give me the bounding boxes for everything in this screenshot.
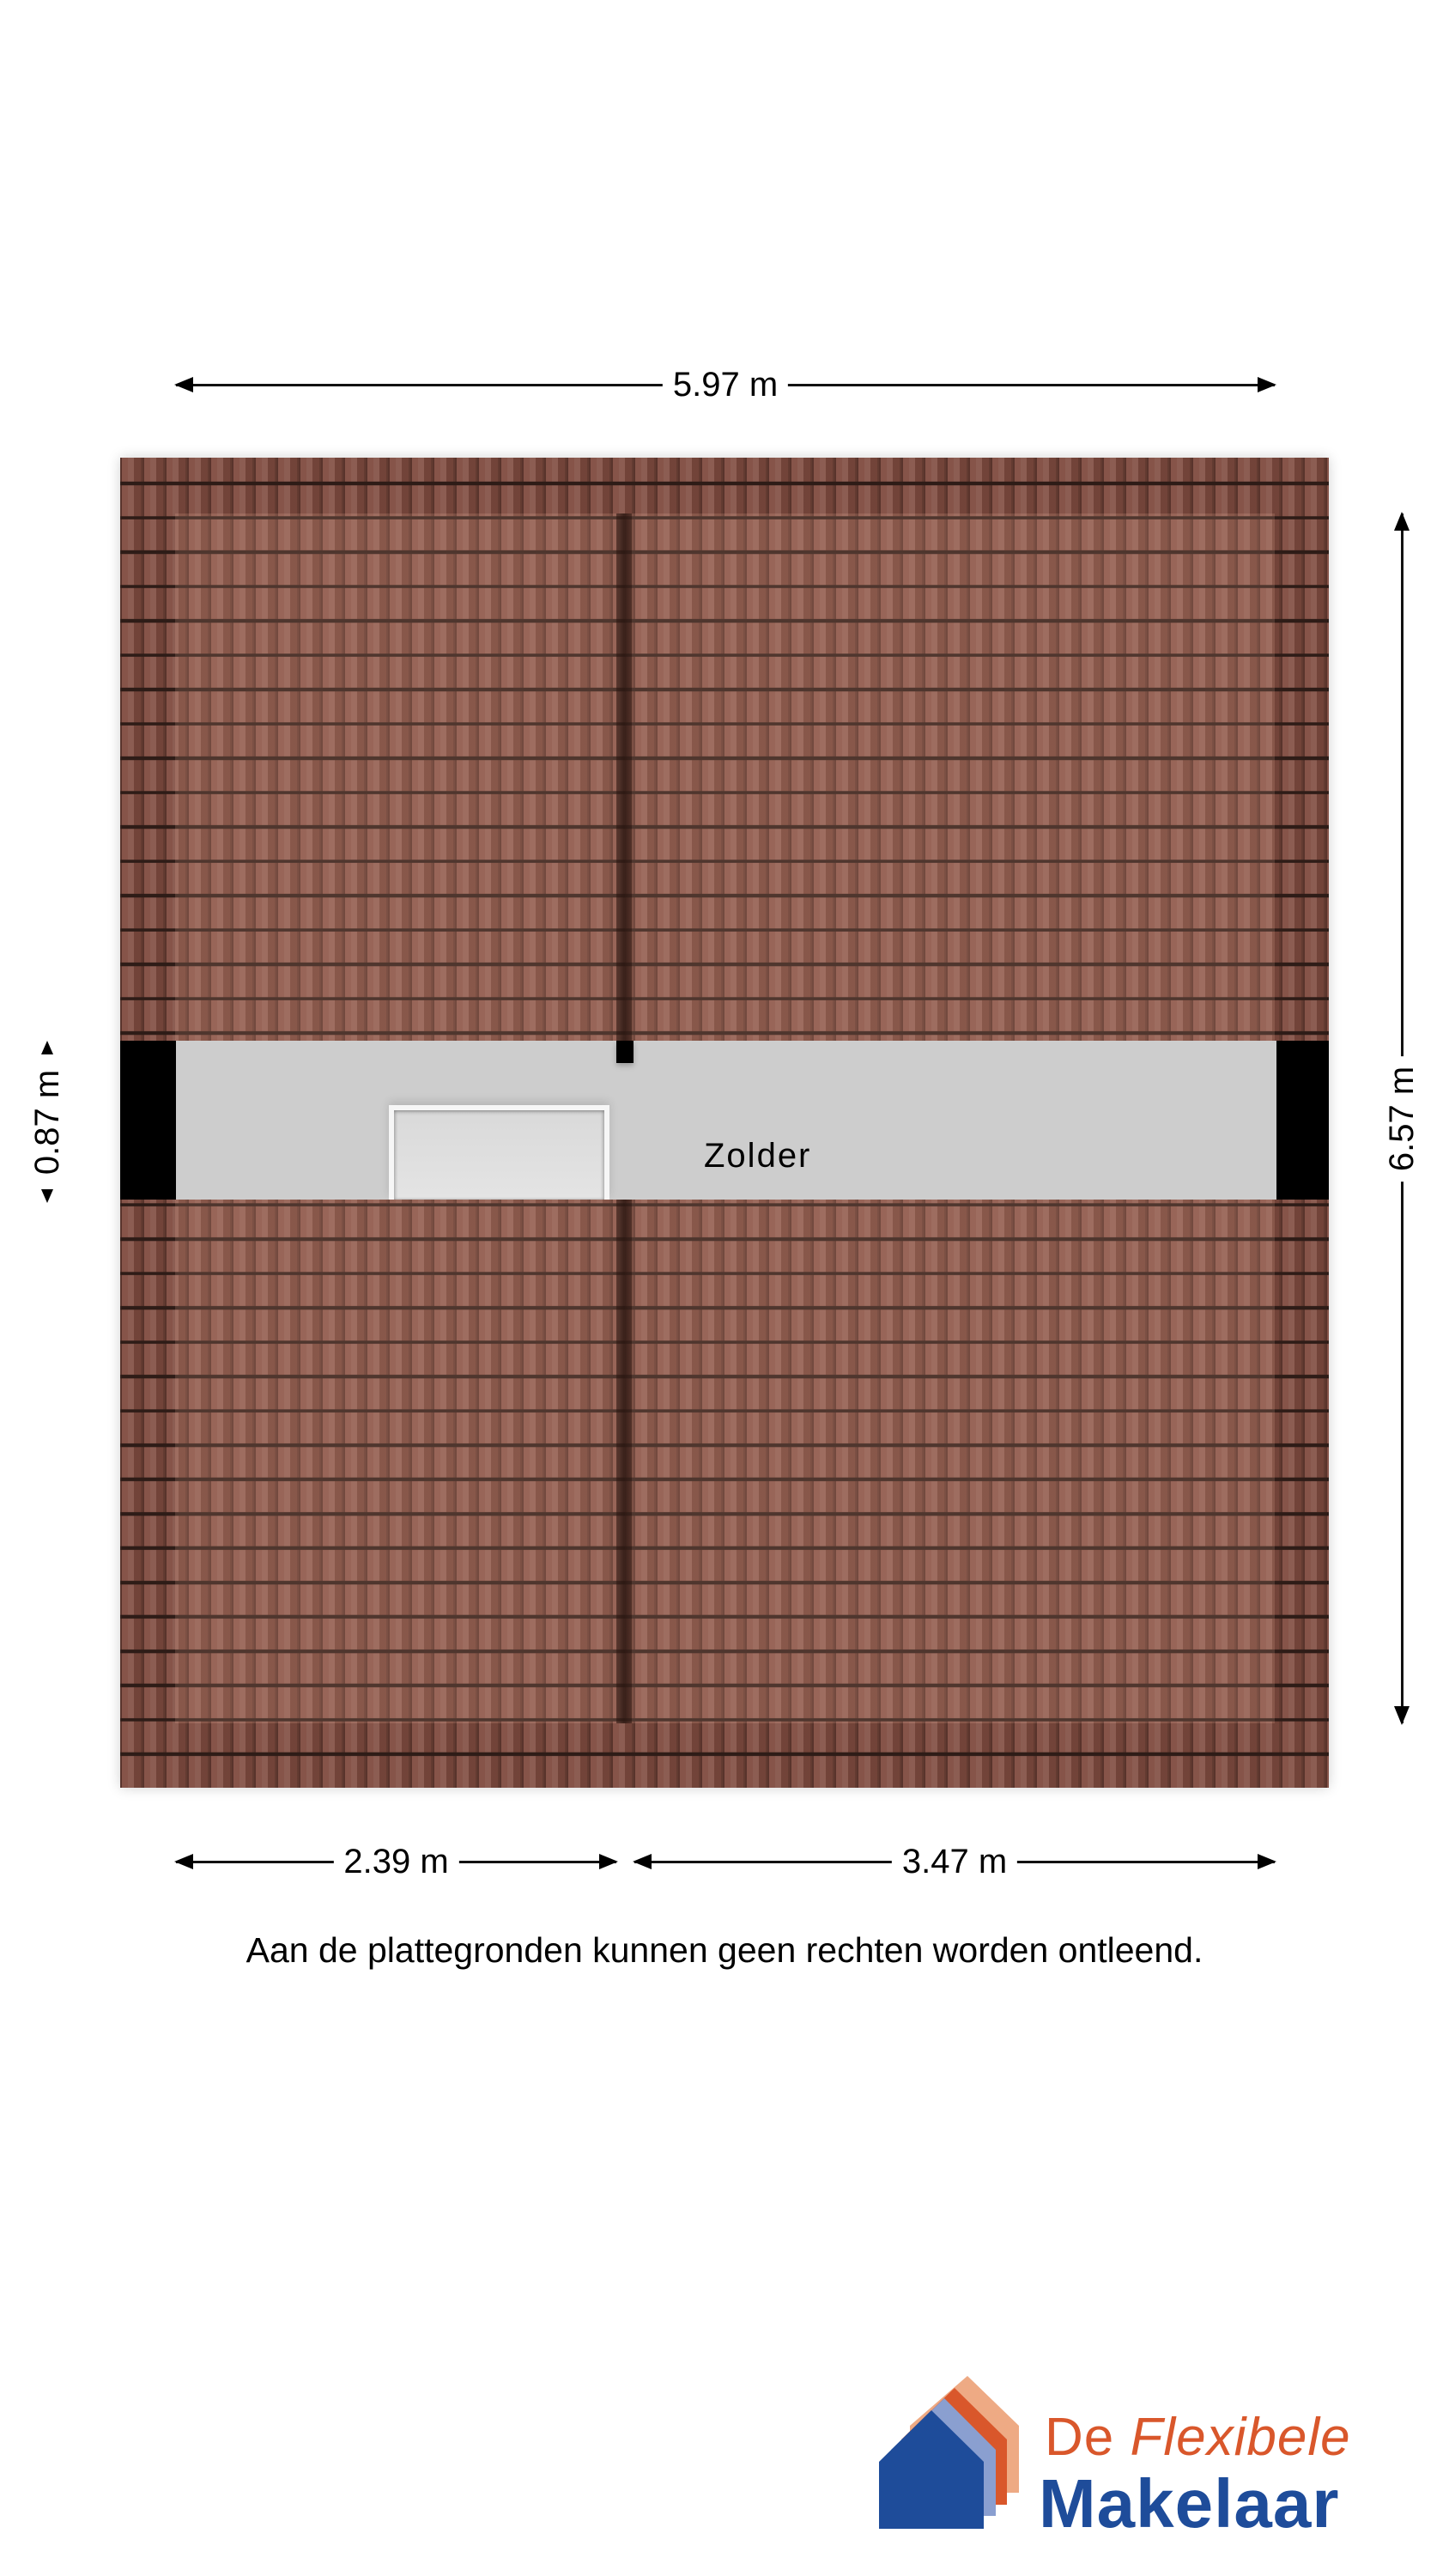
arrow-left-icon xyxy=(174,377,193,392)
arrow-up-icon xyxy=(41,1041,53,1054)
dimension-label: 5.97 m xyxy=(663,368,788,402)
house-logo-icon xyxy=(876,2370,1030,2542)
dimension-right-height xyxy=(1385,513,1419,1723)
dimension-left-band-height xyxy=(30,1042,64,1201)
dimension-label: 6.57 m xyxy=(1385,1055,1419,1181)
arrow-up-icon xyxy=(1394,512,1410,531)
roof-ridge-upper xyxy=(616,513,632,1041)
attic-hatch xyxy=(389,1105,609,1200)
logo-text-flexibele: Flexibele xyxy=(1130,2408,1351,2467)
dimension-top-width xyxy=(176,368,1275,402)
disclaimer-text: Aan de plattegronden kunnen geen rechten worden ontleend. xyxy=(246,1930,1203,1970)
room-zolder xyxy=(120,1041,1329,1200)
arrow-right-icon xyxy=(1258,377,1276,392)
arrow-right-icon xyxy=(1258,1854,1276,1869)
logo-text-de: De xyxy=(1045,2408,1115,2467)
logo-text-line1 xyxy=(1045,2408,1351,2467)
attic-hatch-opening xyxy=(394,1110,604,1200)
arrow-left-icon xyxy=(174,1854,193,1869)
logo-text-makelaar: Makelaar xyxy=(1039,2465,1340,2542)
arrow-right-icon xyxy=(599,1854,618,1869)
dimension-label: 0.87 m xyxy=(30,1064,64,1179)
arrow-left-icon xyxy=(633,1854,652,1869)
dimension-label: 2.39 m xyxy=(333,1844,458,1879)
arrow-down-icon xyxy=(41,1189,53,1203)
room-label: Zolder xyxy=(704,1137,812,1175)
dimension-bottom-left-width xyxy=(176,1844,616,1879)
arrow-down-icon xyxy=(1394,1706,1410,1725)
ridge-post xyxy=(616,1041,634,1063)
roof-ridge-lower xyxy=(616,1200,632,1723)
dimension-label: 3.47 m xyxy=(892,1844,1017,1879)
wall-left xyxy=(120,1041,176,1200)
company-logo xyxy=(876,2370,1408,2542)
dimension-bottom-right-width xyxy=(634,1844,1275,1879)
wall-right xyxy=(1276,1041,1329,1200)
